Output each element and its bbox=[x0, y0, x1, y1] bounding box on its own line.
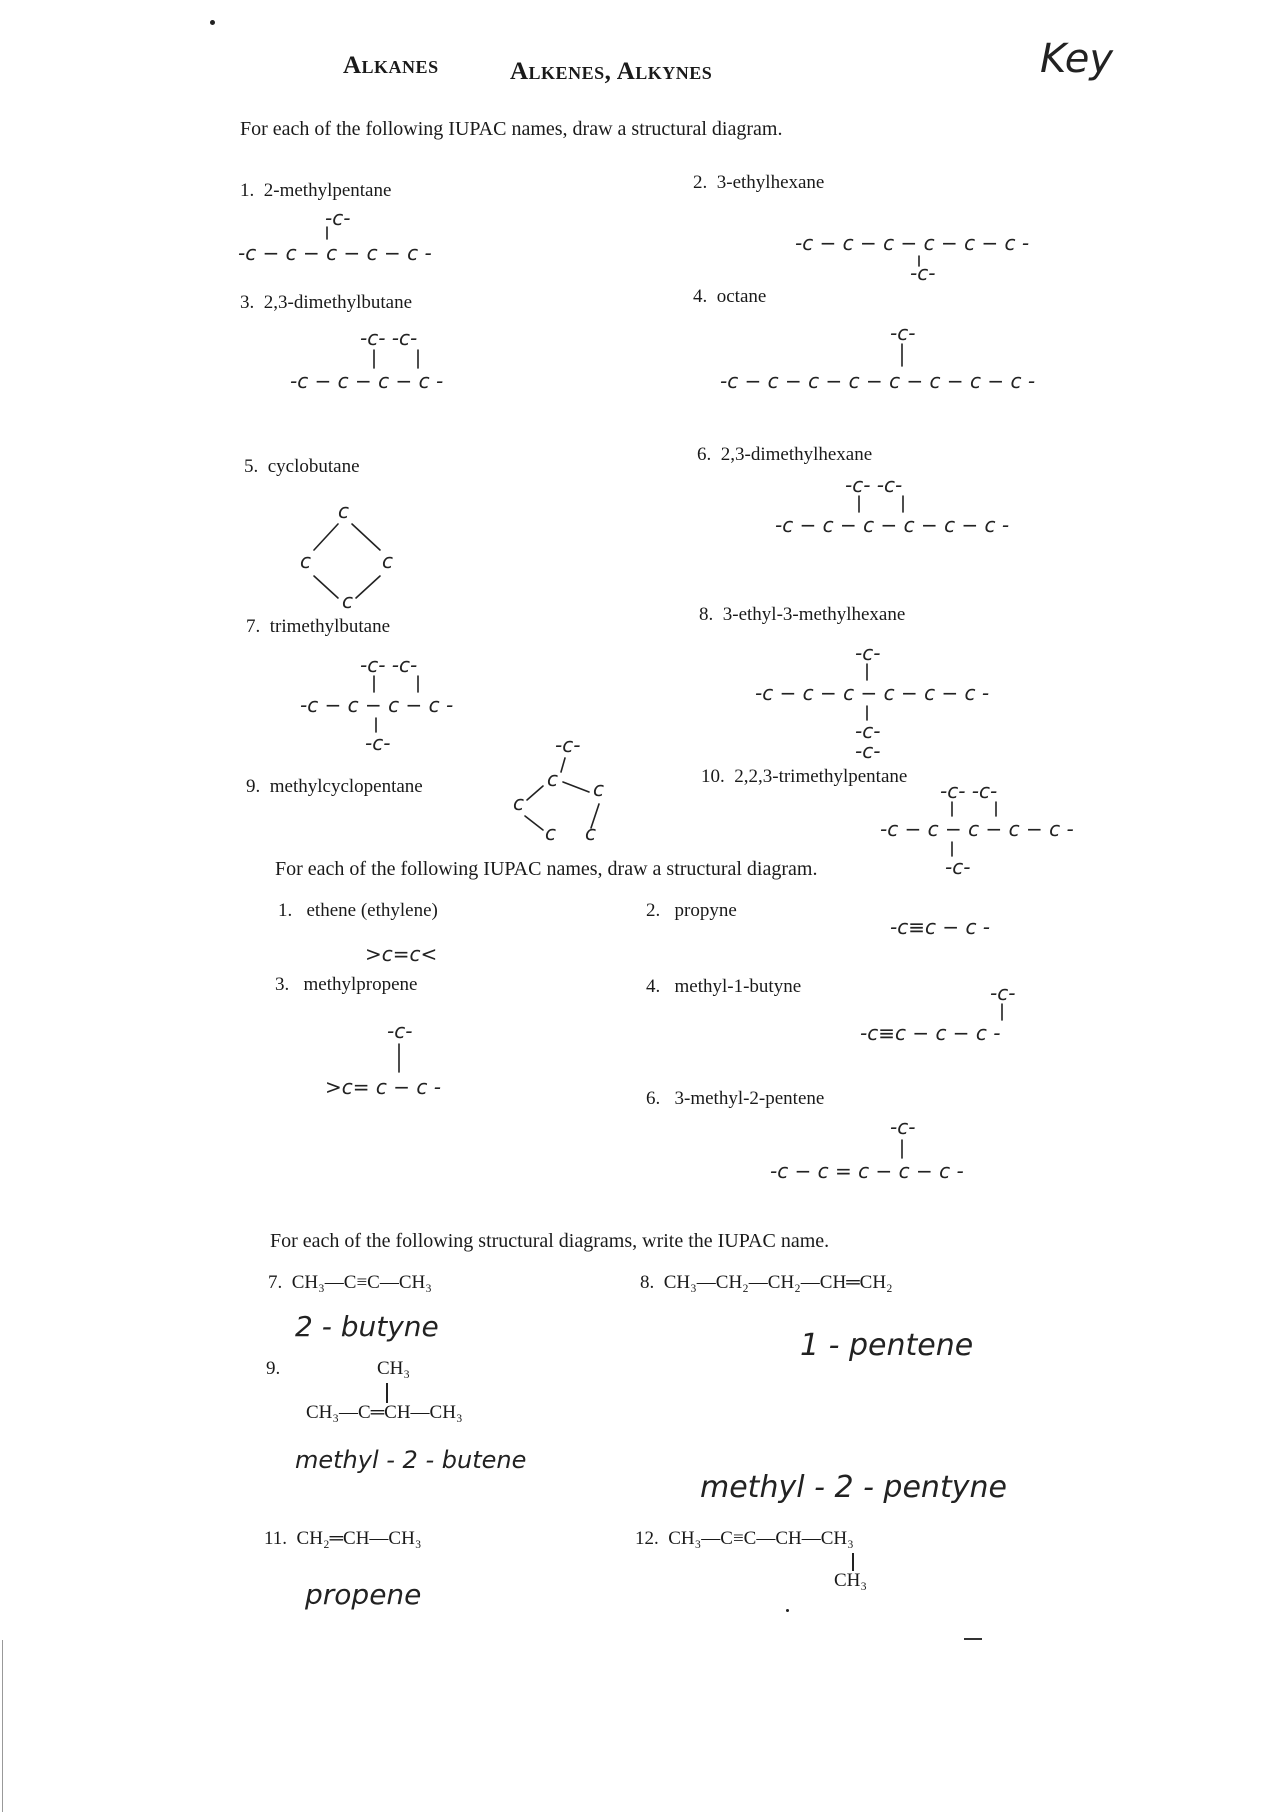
sketch-2-methylpentane bbox=[230, 205, 550, 285]
answer-11: propene bbox=[305, 1578, 422, 1611]
svg-text:c: c bbox=[342, 589, 353, 613]
svg-text:-c-: -c- bbox=[855, 739, 881, 763]
svg-text:-c-: -c- bbox=[855, 641, 881, 665]
key-mark: Key bbox=[1040, 36, 1114, 82]
title-alkenes-alkynes: Alkenes, Alkynes bbox=[510, 58, 713, 85]
svg-text:-c − c = c − c − c -: -c − c = c − c − c - bbox=[770, 1159, 964, 1183]
sketch-2-3-dimethylhexane bbox=[775, 470, 1115, 550]
svg-text:-c-: -c- bbox=[910, 261, 936, 285]
s2-item-2: 2. propyne bbox=[646, 900, 737, 921]
answer-12: methyl - 2 - pentyne bbox=[700, 1470, 1007, 1505]
svg-text:-c- -c-: -c- -c- bbox=[360, 653, 418, 677]
svg-text:-c-: -c- bbox=[365, 731, 391, 755]
svg-text:-c-: -c- bbox=[855, 719, 881, 743]
s1-item-7: 7. trimethylbutane bbox=[246, 616, 391, 637]
scan-speck bbox=[210, 20, 215, 25]
s2-item-1: 1. ethene (ethylene) bbox=[278, 900, 438, 921]
s3-item-9-formula: CH₃—C═CH—CH₃ bbox=[306, 1402, 463, 1423]
svg-text:-c − c − c − c − c -: -c − c − c − c − c - bbox=[880, 817, 1074, 841]
sketch-methylcyclopentane bbox=[505, 730, 635, 850]
svg-text:-c − c − c − c − c -: -c − c − c − c − c - bbox=[238, 241, 432, 265]
svg-text:-c-: -c- bbox=[890, 1115, 916, 1139]
svg-text:>c=c<: >c=c< bbox=[365, 942, 438, 966]
svg-text:-c≡c − c -: -c≡c − c - bbox=[890, 915, 991, 939]
svg-text:-c- -c-: -c- -c- bbox=[940, 779, 998, 803]
svg-text:c: c bbox=[513, 791, 524, 815]
svg-text:c: c bbox=[585, 821, 596, 845]
svg-text:-c − c − c − c − c − c − c − c: -c − c − c − c − c − c − c − c - bbox=[720, 369, 1036, 393]
svg-text:-c-: -c- bbox=[890, 321, 916, 345]
svg-text:>c= c − c -: >c= c − c - bbox=[325, 1075, 441, 1099]
sketch-3-ethylhexane bbox=[795, 210, 1115, 285]
page-edge-line bbox=[2, 1640, 3, 1812]
svg-text:-c − c − c − c − c − c -: -c − c − c − c − c − c - bbox=[795, 231, 1030, 255]
sketch-3-ethyl-3-methylhexane bbox=[755, 640, 1085, 763]
s3-item-12-branch: CH₃ bbox=[834, 1570, 868, 1591]
s1-item-2: 2. 3-ethylhexane bbox=[693, 172, 825, 193]
svg-text:-c − c − c − c − c − c -: -c − c − c − c − c − c - bbox=[775, 513, 1010, 537]
svg-text:-c-: -c- bbox=[325, 206, 351, 230]
svg-text:-c − c − c − c -: -c − c − c − c - bbox=[290, 369, 444, 393]
s3-item-9-top: CH₃ bbox=[377, 1358, 411, 1379]
s3-item-11: 11. CH₂═CH—CH₃ bbox=[264, 1528, 422, 1549]
s3-item-12: 12. CH₃—C≡C—CH—CH₃ bbox=[635, 1528, 854, 1549]
section2-instruction: For each of the following IUPAC names, draw a structural diagram. bbox=[275, 858, 818, 880]
svg-text:c: c bbox=[547, 767, 558, 791]
sketch-3-methyl-2-pentene bbox=[770, 1110, 1090, 1210]
title-alkanes: Alkanes bbox=[343, 52, 439, 79]
sketch-ethene bbox=[365, 935, 505, 975]
answer-8: 1 - pentene bbox=[800, 1328, 974, 1363]
s3-item-7: 7. CH₃—C≡C—CH₃ bbox=[268, 1272, 432, 1293]
s2-item-3: 3. methylpropene bbox=[275, 974, 418, 995]
sketch-2-2-3-trimethylpentane bbox=[880, 780, 1140, 880]
s1-item-1: 1. 2-methylpentane bbox=[240, 180, 392, 201]
svg-text:c: c bbox=[593, 777, 604, 801]
sketch-octane bbox=[720, 320, 1140, 420]
svg-text:-c − c − c − c -: -c − c − c − c - bbox=[300, 693, 454, 717]
svg-text:-c≡c − c − c -: -c≡c − c − c - bbox=[860, 1021, 1001, 1045]
svg-text:c: c bbox=[300, 549, 311, 573]
s1-item-5: 5. cyclobutane bbox=[244, 456, 360, 477]
answer-7: 2 - butyne bbox=[295, 1310, 439, 1343]
s3-item-12-bond bbox=[852, 1553, 854, 1571]
sketch-methylpropene bbox=[325, 1010, 525, 1120]
s1-item-6: 6. 2,3-dimethylhexane bbox=[697, 444, 873, 465]
s3-item-9-bond bbox=[386, 1383, 388, 1403]
s1-item-3: 3. 2,3-dimethylbutane bbox=[240, 292, 413, 313]
sketch-propyne bbox=[890, 900, 1090, 960]
section1-instruction: For each of the following IUPAC names, draw a structural diagram. bbox=[240, 118, 783, 140]
s2-item-6: 6. 3-methyl-2-pentene bbox=[646, 1088, 825, 1109]
scan-speck bbox=[786, 1609, 789, 1612]
s2-item-4: 4. methyl-1-butyne bbox=[646, 976, 802, 997]
scan-mark bbox=[964, 1638, 982, 1640]
section3-instruction: For each of the following structural diagrams, write the IUPAC name. bbox=[270, 1230, 830, 1252]
svg-text:c: c bbox=[545, 821, 556, 845]
svg-text:c: c bbox=[338, 499, 349, 523]
svg-text:-c − c − c − c − c − c -: -c − c − c − c − c − c - bbox=[755, 681, 990, 705]
answer-9: methyl - 2 - butene bbox=[295, 1446, 527, 1474]
sketch-methyl-1-butyne bbox=[860, 980, 1100, 1070]
sketch-cyclobutane bbox=[290, 490, 430, 620]
svg-text:-c-: -c- bbox=[990, 981, 1016, 1005]
svg-text:-c-: -c- bbox=[555, 733, 581, 757]
svg-text:-c- -c-: -c- -c- bbox=[845, 473, 903, 497]
svg-text:c: c bbox=[382, 549, 393, 573]
svg-text:-c-: -c- bbox=[387, 1019, 413, 1043]
s3-item-9-num: 9. bbox=[266, 1358, 281, 1379]
s1-item-9: 9. methylcyclopentane bbox=[246, 776, 423, 797]
svg-text:-c- -c-: -c- -c- bbox=[360, 326, 418, 350]
s3-item-8: 8. CH₃—CH₂—CH₂—CH═CH₂ bbox=[640, 1272, 893, 1293]
svg-text:-c-: -c- bbox=[945, 855, 971, 879]
sketch-2-3-dimethylbutane bbox=[290, 320, 570, 410]
s1-item-4: 4. octane bbox=[693, 286, 767, 307]
s1-item-8: 8. 3-ethyl-3-methylhexane bbox=[699, 604, 906, 625]
s1-item-10: 10. 2,2,3-trimethylpentane bbox=[701, 766, 908, 787]
